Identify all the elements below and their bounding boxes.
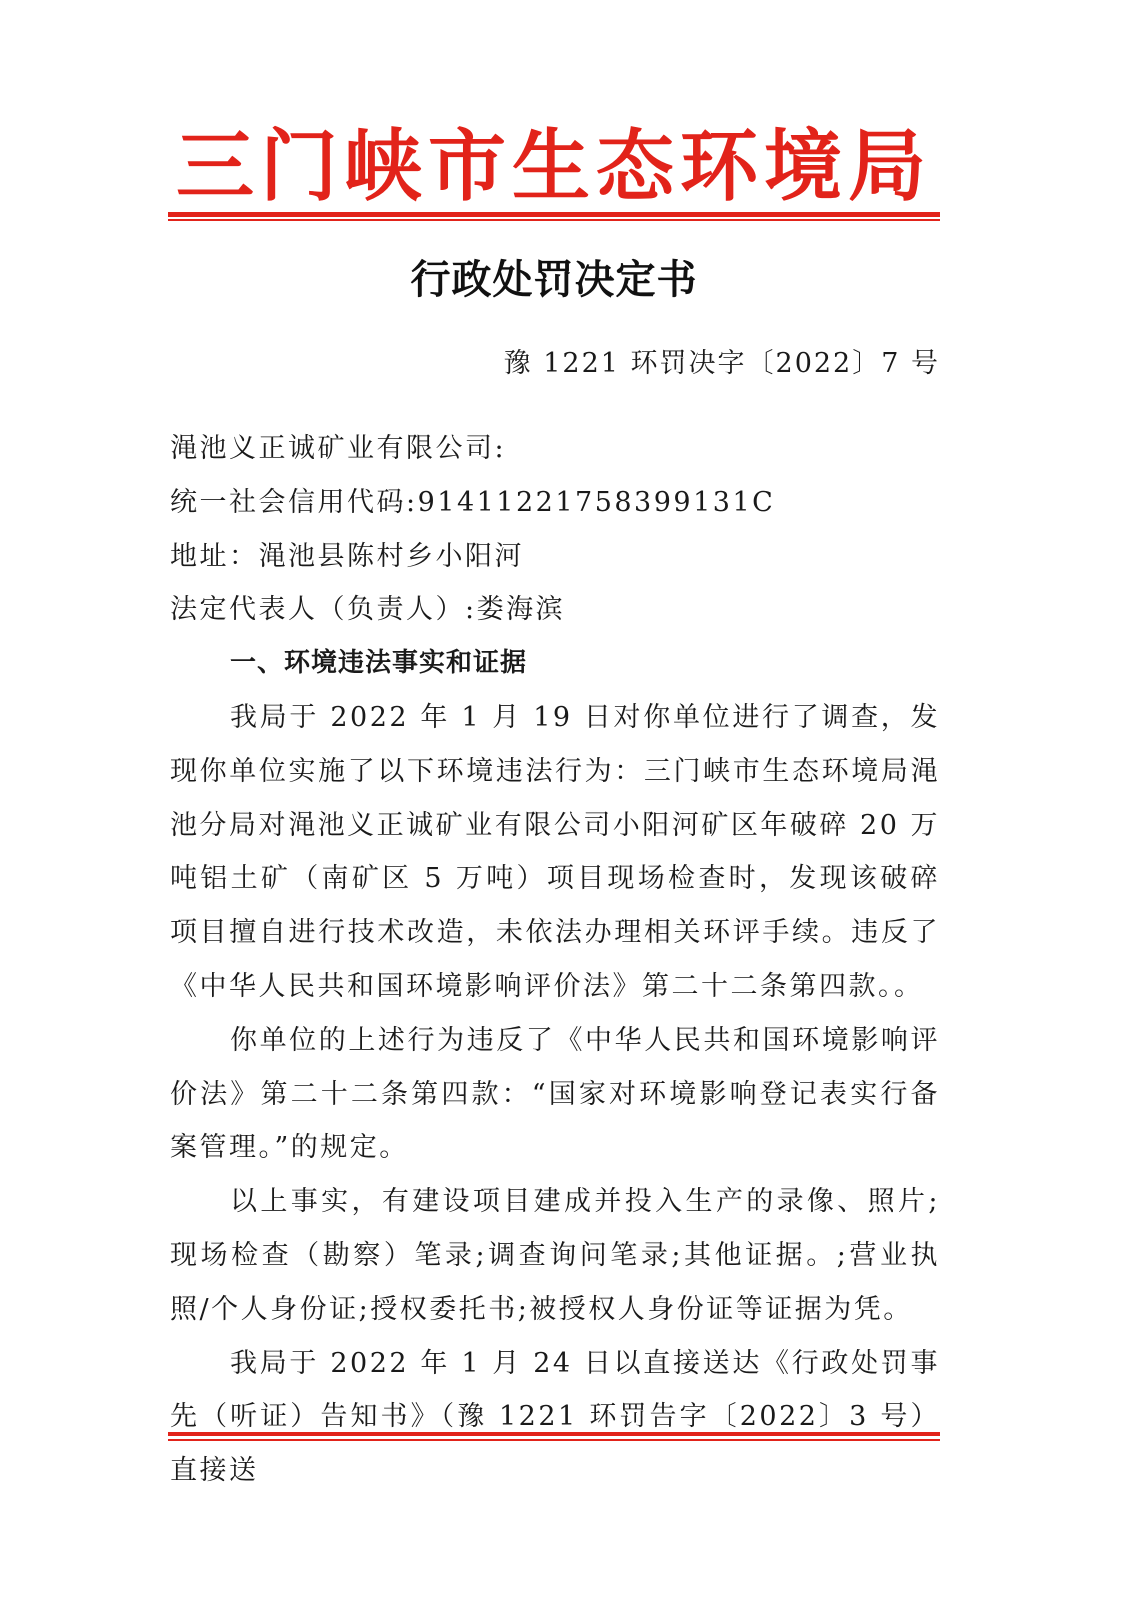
paragraph-evidence: 以上事实，有建设项目建成并投入生产的录像、照片;现场检查（勘察）笔录;调查询问笔录;其他证据。;营业执照/个人身份证;授权委托书;被授权人身份证等证据为凭。 [170, 1186, 940, 1325]
document-title: 行政处罚决定书 [410, 256, 698, 303]
issuing-authority-header: 三门峡市生态环境局 [175, 122, 932, 212]
footer-red-rule-thick [168, 1432, 940, 1436]
party-address: 地址：渑池县陈村乡小阳河 [170, 540, 524, 572]
header-red-rule-thick [168, 212, 940, 217]
section-heading-facts: 一、环境违法事实和证据 [230, 648, 528, 679]
footer-red-rule-thin [168, 1439, 940, 1441]
header-red-rule-thin [168, 219, 940, 221]
legal-representative: 法定代表人（负责人）:娄海滨 [170, 594, 566, 626]
paragraph-investigation: 我局于 2022 年 1 月 19 日对你单位进行了调查，发现你单位实施了以下环境违法行为：三门峡市生态环境局渑池分局对渑池义正诚矿业有限公司小阳河矿区年破碎 20 万吨铝土矿（南矿区 5 万吨）项目现场检查时，发现该破碎项目擅自进行技术改造，未依法办理相关环评手续。违反了《中华人民共和国环境影响评价法》第二十二条第四款。。 [170, 701, 940, 1002]
credit-code: 统一社会信用代码:91411221758399131C [170, 486, 776, 518]
document-body [170, 422, 940, 1498]
paragraph-notice: 我局于 2022 年 1 月 24 日以直接送达《行政处罚事先（听证）告知书》（豫 1221 环罚告字〔2022〕3 号）直接送 [170, 1347, 940, 1487]
document-number: 豫 1221 环罚决字〔2022〕7 号 [503, 348, 940, 379]
paragraph-violation: 你单位的上述行为违反了《中华人民共和国环境影响评价法》第二十二条第四款：“国家对环境影响登记表实行备案管理。”的规定。 [170, 1024, 940, 1164]
party-name: 渑池义正诚矿业有限公司: [170, 433, 507, 464]
